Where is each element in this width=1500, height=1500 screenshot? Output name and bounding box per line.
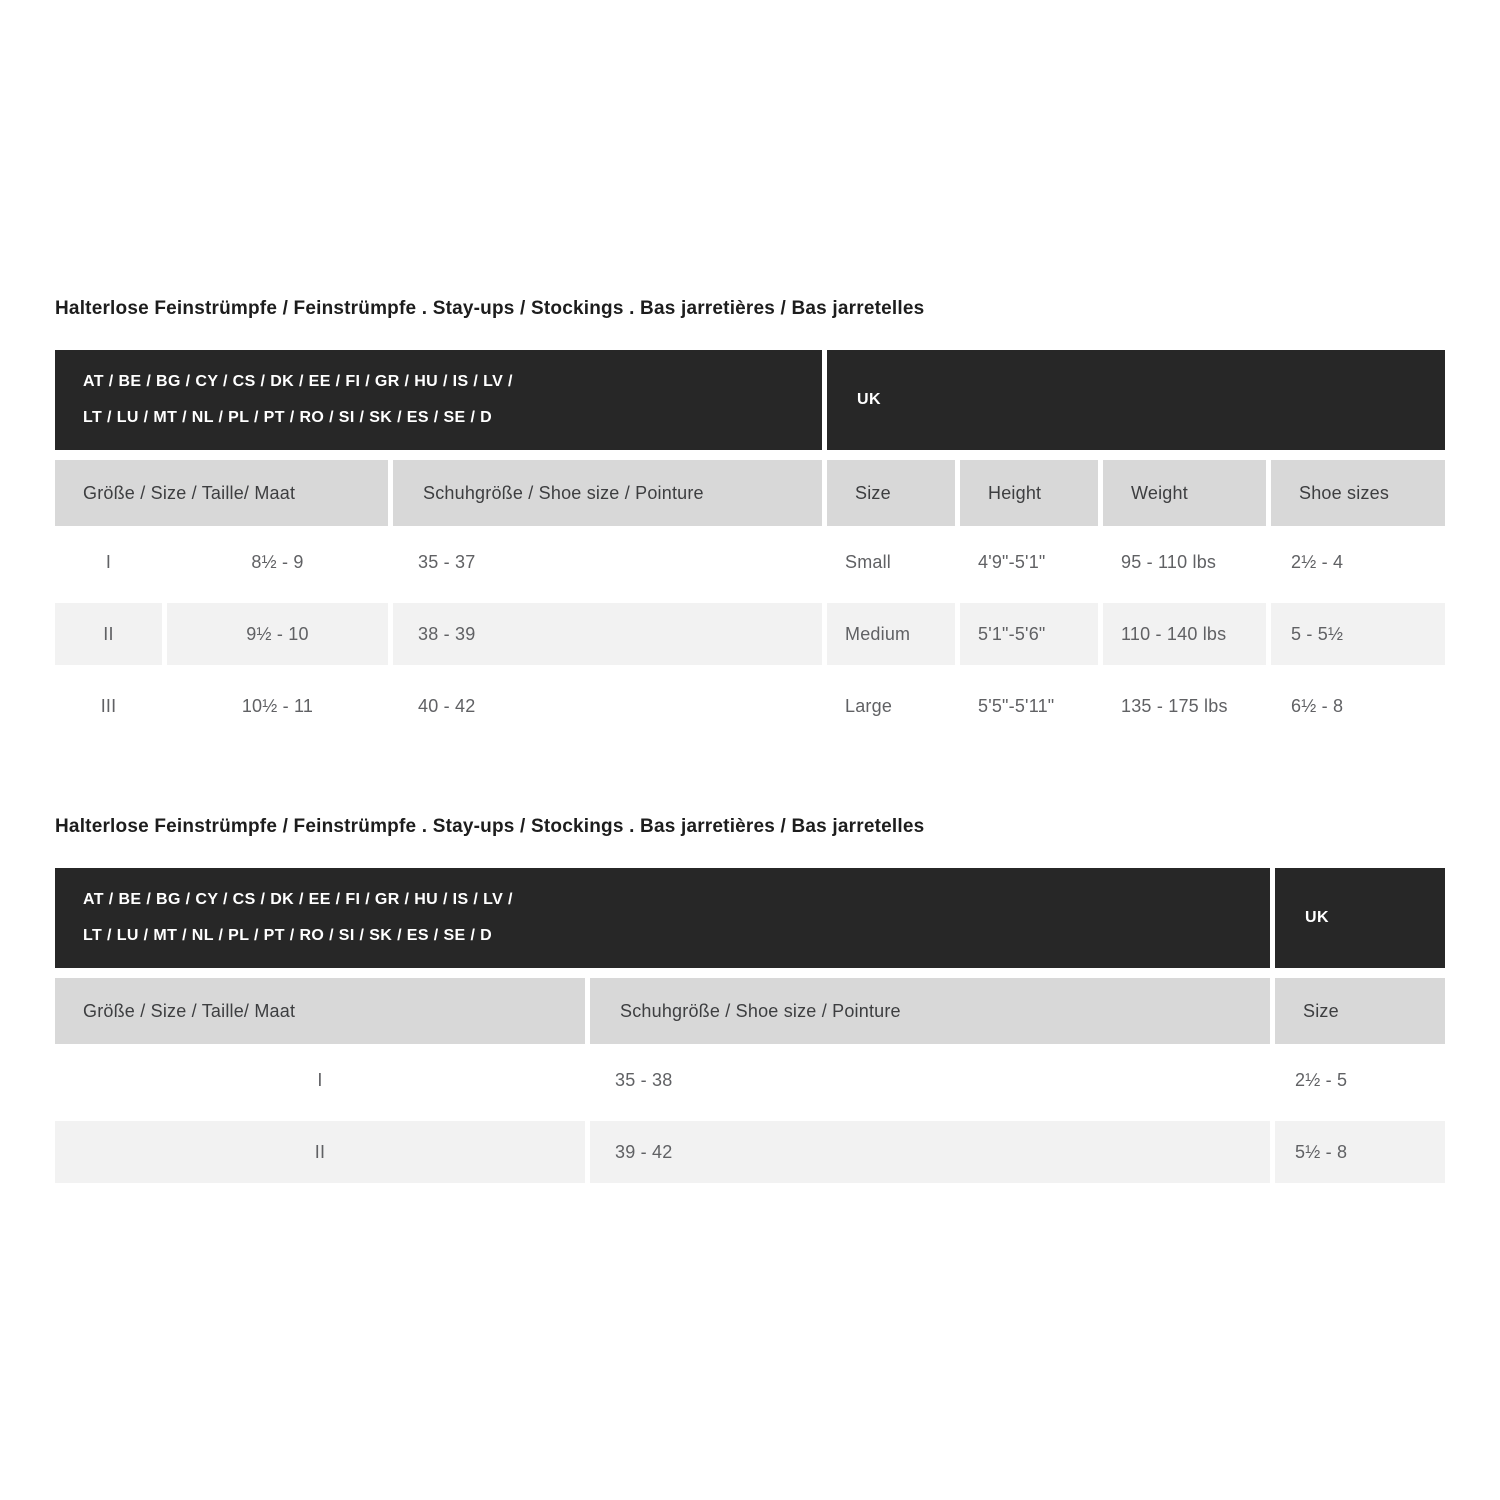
cell-eu-size-roman: II <box>55 1121 585 1183</box>
cell-eu-size-range: 9½ - 10 <box>167 603 388 665</box>
cell-uk-weight: 95 - 110 lbs <box>1121 551 1217 572</box>
cell-eu-shoe-size: 40 - 42 <box>418 695 476 716</box>
cell-uk-shoe-sizes: 2½ - 4 <box>1291 551 1344 572</box>
size-table-2 <box>55 868 1445 1188</box>
cell-uk-size: Medium <box>827 603 955 665</box>
column-header-eu-size: Größe / Size / Taille/ Maat <box>55 978 585 1044</box>
cell-uk-height: 5'5"-5'11" <box>978 695 1055 716</box>
region-bar-uk <box>1275 868 1445 968</box>
cell-uk-size: Small <box>845 551 892 572</box>
column-header-uk-shoe-sizes: Shoe sizes <box>1271 460 1445 526</box>
region-bar-uk <box>827 350 1445 450</box>
cell-eu-size-roman: III <box>100 695 117 716</box>
region-bar-eu <box>55 350 822 450</box>
cell-eu-shoe-size: 35 - 37 <box>418 551 476 572</box>
cell-uk-shoe-sizes: 5 - 5½ <box>1271 603 1445 665</box>
section-2-title: Halterlose Feinstrümpfe / Feinstrümpfe . Stay-ups / Stockings . Bas jarretières / Bas jarretelles <box>55 816 925 837</box>
column-header-eu-size: Größe / Size / Taille/ Maat <box>55 460 388 526</box>
size-chart-section-2 <box>55 816 1445 1188</box>
column-header-uk-size: Size <box>1275 978 1445 1044</box>
uk-region-label: UK <box>857 391 881 408</box>
cell-eu-size-roman: I <box>105 551 112 572</box>
section-1-title: Halterlose Feinstrümpfe / Feinstrümpfe . Stay-ups / Stockings . Bas jarretières / Bas jarretelles <box>55 298 925 319</box>
cell-eu-shoe-size: 39 - 42 <box>590 1121 1270 1183</box>
eu-country-codes-line-1: AT / BE / BG / CY / CS / DK / EE / FI / GR / HU / IS / LV / <box>83 891 513 908</box>
cell-uk-weight: 135 - 175 lbs <box>1121 695 1228 716</box>
cell-uk-size: 5½ - 8 <box>1275 1121 1445 1183</box>
cell-eu-size-range: 10½ - 11 <box>241 695 314 716</box>
cell-uk-shoe-sizes: 6½ - 8 <box>1291 695 1344 716</box>
uk-region-label: UK <box>1305 909 1329 926</box>
size-table-1 <box>55 350 1445 742</box>
column-header-uk-weight: Weight <box>1103 460 1266 526</box>
cell-eu-size-range: 8½ - 9 <box>251 551 304 572</box>
cell-eu-size-roman: II <box>55 603 162 665</box>
cell-eu-shoe-size: 35 - 38 <box>615 1069 673 1090</box>
eu-country-codes-line-2: LT / LU / MT / NL / PL / PT / RO / SI / SK / ES / SE / D <box>83 927 493 944</box>
cell-eu-shoe-size: 38 - 39 <box>393 603 822 665</box>
eu-country-codes-line-2: LT / LU / MT / NL / PL / PT / RO / SI / SK / ES / SE / D <box>83 409 493 426</box>
size-chart-section-1 <box>55 298 1445 742</box>
region-bar-eu <box>55 868 1270 968</box>
cell-uk-size: Large <box>845 695 893 716</box>
eu-country-codes-line-1: AT / BE / BG / CY / CS / DK / EE / FI / GR / HU / IS / LV / <box>83 373 513 390</box>
cell-uk-height: 5'1"-5'6" <box>960 603 1098 665</box>
column-header-eu-shoe-size: Schuhgröße / Shoe size / Pointure <box>393 460 822 526</box>
column-header-uk-size: Size <box>827 460 955 526</box>
cell-uk-height: 4'9"-5'1" <box>978 551 1046 572</box>
cell-eu-size-roman: I <box>317 1069 323 1090</box>
column-header-uk-height: Height <box>960 460 1098 526</box>
cell-uk-weight: 110 - 140 lbs <box>1103 603 1266 665</box>
column-header-eu-shoe-size: Schuhgröße / Shoe size / Pointure <box>590 978 1270 1044</box>
cell-uk-size: 2½ - 5 <box>1295 1069 1348 1090</box>
